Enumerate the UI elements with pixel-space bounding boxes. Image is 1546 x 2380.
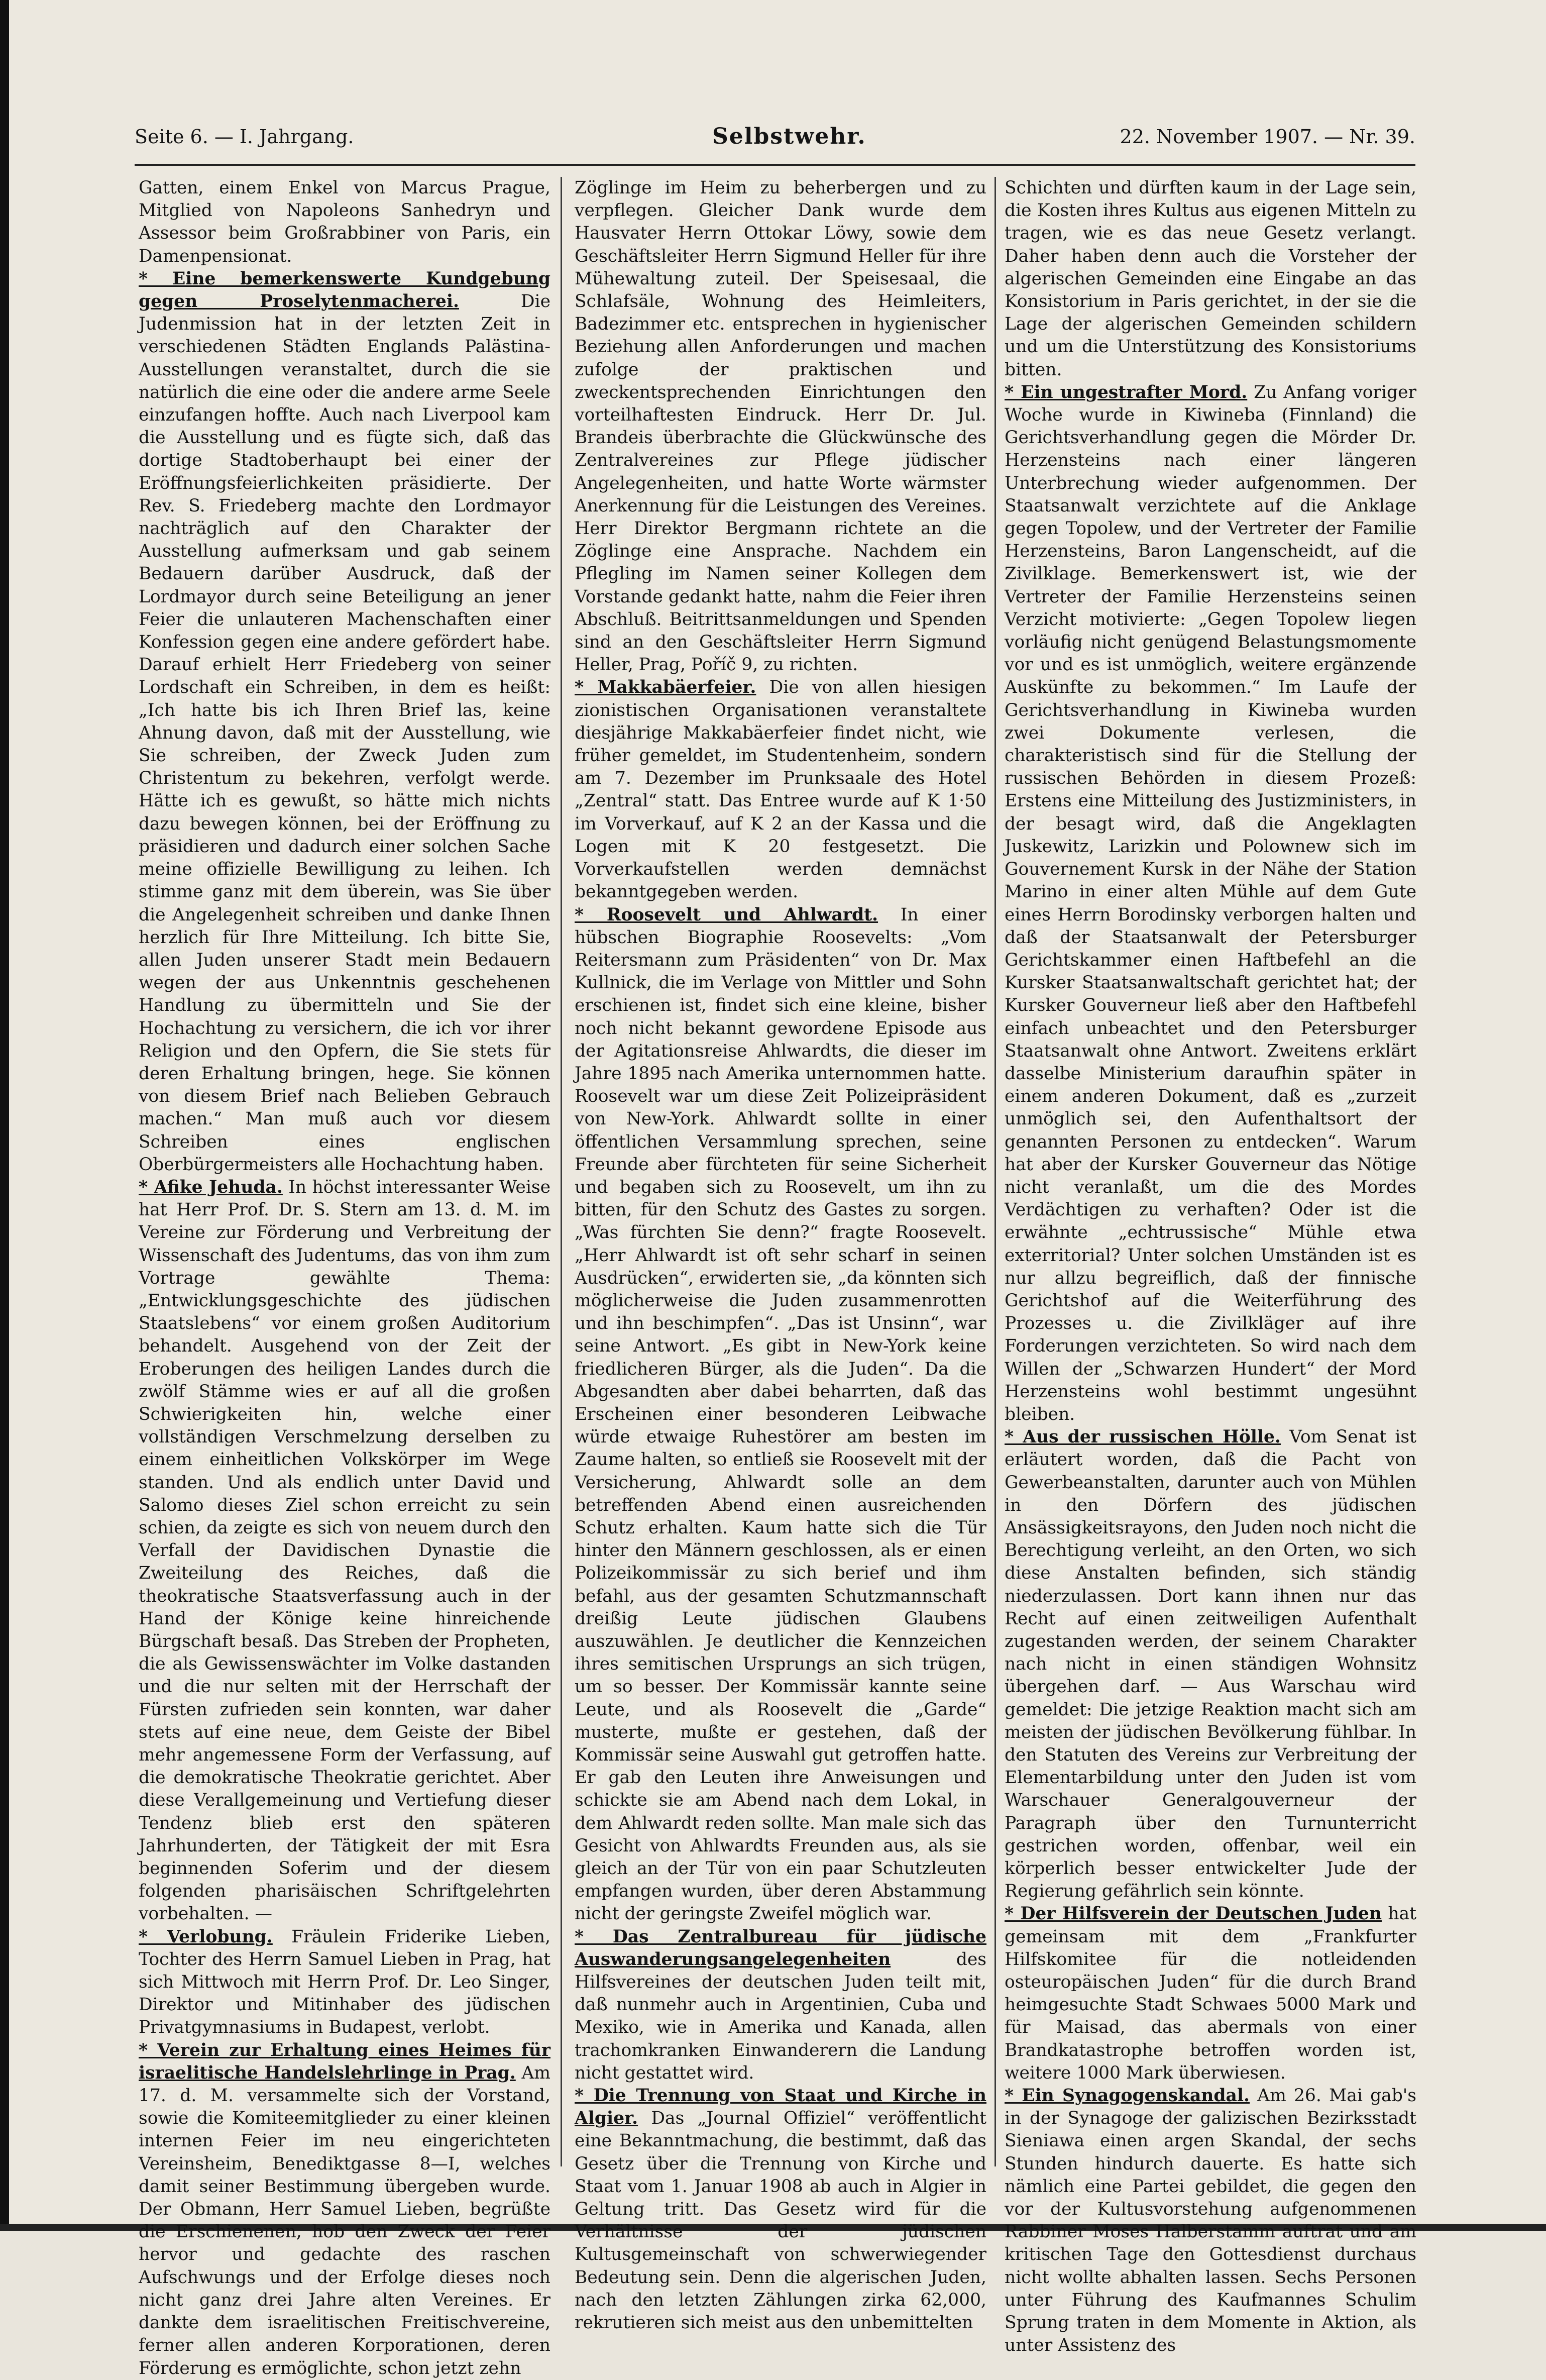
article-paragraph <box>1005 177 1416 381</box>
article-headline: * Ein ungestrafter Mord. <box>1005 382 1248 402</box>
header-page-number: Seite 6. — I. Jahrgang. <box>135 126 354 148</box>
header-date-issue: 22. November 1907. — Nr. 39. <box>1120 126 1415 148</box>
article-body-text: In einer hübschen Biographie Roosevelts: „Vom Reitersmann zum Präsidenten“ von Dr. Max Kullnick, die im Verlage von Mittler und Sohn erschienen ist, findet sich eine kleine, bisher noch nicht bekannt gewordene Episode aus der Agitationsreise Ahlwardts, die dieser im Jahre 1895 nach Amerika unternommen hatte. Roosevelt war um diese Zeit Polizeipräsident von New-York. Ahlwardt sollte in einer öffentlichen Versammlung sprechen, seine Freunde aber fürchteten für seine Sicherheit und begaben sich zu Roosevelt, um ihn zu bitten, für den Schutz des Gastes zu sorgen. „Was fürchten Sie denn?“ fragte Roosevelt. „Herr Ahlwardt ist oft sehr scharf in seinen Ausdrücken“, erwiderten sie, „da könnten sich möglicherweise die Juden zusammenrotten und ihn beschimpfen“. „Das ist Unsinn“, war seine Antwort. „Es gibt in New-York keine friedlicheren Bürger, als die Juden“. Da die Abgesandten aber dabei beharrten, daß das Erscheinen einer besonderen Leibwache würde etwaige Ruhestörer am besten im Zaume halten, so entließ sie Roosevelt mit der Versicherung, Ahlwardt solle an dem betreffenden Abend einen ausreichenden Schutz erhalten. Kaum hatte sich die Tür hinter den Männern geschlossen, als er einen Polizeikommissär zu sich berief und ihm befahl, aus der gesamten Schutzmannschaft dreißig Leute jüdischen Glaubens auszuwählen. Je deutlicher die Kennzeichen ihres semitischen Ursprungs an sich trügen, um so besser. Der Kommissär kannte seine Leute, und als Roosevelt die „Garde“ musterte, mußte er gestehen, daß der Kommissär seine Auswahl gut getroffen hatte. Er gab den Leuten ihre Anweisungen und schickte sie am Abend nach dem Lokal, in dem Ahlwardt reden sollte. Man male sich das Gesicht von Ahlwardts Freunden aus, als sie gleich an der Tür von ein paar Schutzleuten empfangen wurden, über deren Abstammung nicht der geringste Zweifel möglich war. <box>575 904 986 1924</box>
article-paragraph <box>575 177 986 676</box>
article-paragraph <box>1005 381 1416 1426</box>
header-masthead: Selbstwehr. <box>712 124 866 149</box>
article-paragraph <box>1005 1903 1416 2085</box>
article-paragraph <box>575 2085 986 2334</box>
article-body-text: Die Judenmission hat in der letzten Zeit in verschiedenen Städten Englands Palästina-Ausstellungen veranstaltet, durch die sie natürlich die eine oder die andere arme Seele einzufangen hoffte. Auch nach Liverpool kam die Ausstellung und es fügte sich, daß das dortige Stadtoberhaupt bei einer der Eröffnungsfeierlichkeiten präsidierte. Der Rev. S. Friedeberg machte den Lordmayor nachträglich auf den Charakter der Ausstellung aufmerksam und gab seinem Bedauern darüber Ausdruck, daß der Lordmayor durch seine Beteiligung an jener Feier die unlauteren Machenschaften einer Konfession gegen eine andere gefördert habe. Darauf erhielt Herr Friedeberg von seiner Lordschaft ein Schreiben, in dem es heißt: „Ich hatte bis ich Ihren Brief las, keine Ahnung davon, daß mit der Ausstellung, wie Sie schreiben, der Zweck Juden zum Christentum zu bekehren, verfolgt werde. Hätte ich es gewußt, so hätte mich nichts dazu bewegen können, bei der Eröffnung zu präsidieren und dadurch einer solchen Sache meine offizielle Bewilligung zu leihen. Ich stimme ganz mit dem überein, was Sie über die Angelegenheit schreiben und danke Ihnen herzlich für Ihre Mitteilung. Ich bitte Sie, allen Juden unserer Stadt mein Bedauern wegen der aus Unkenntnis geschehenen Handlung zu übermitteln und Sie der Hochachtung zu versichern, die ich vor ihrer Religion und den Opfern, die Sie stets für deren Erhaltung bringen, hege. Sie können von diesem Brief nach Belieben Gebrauch machen.“ Man muß auch vor diesem Schreiben eines englischen Oberbürgermeisters alle Hochachtung haben. <box>139 291 550 1175</box>
header-rule <box>135 164 1415 166</box>
article-body-text: Am 26. Mai gab's in der Synagoge der galizischen Bezirksstadt Sieniawa einen argen Skandal, der sechs Stunden hindurch dauerte. Es hatte sich nämlich eine Partei gebildet, die gegen den vor der Kultusvorstehung aufgenommenen Rabbiner Moses Halberstamm auftrat und am kritischen Tage den Gottesdienst durchaus nicht wollte abhalten lassen. Sechs Personen unter Führung des Kaufmannes Schulim Sprung traten in dem Momente in Aktion, als unter Assistenz des <box>1005 2086 1416 2356</box>
article-body-text: Das „Journal Offiziel“ veröffentlicht eine Bekanntmachung, die bestimmt, daß das Gesetz über die Trennung von Kirche und Staat vom 1. Januar 1908 ab auch in Algier in Geltung tritt. Das Gesetz wird für die Verhältnisse der jüdischen Kultusgemeinschaft von schwerwiegender Bedeutung sein. Denn die algerischen Juden, nach den letzten Zählungen zirka 62,000, rekrutieren sich meist aus den unbemittelten <box>575 2108 986 2333</box>
column-separator-1 <box>561 177 562 2166</box>
column-3 <box>1005 177 1416 2356</box>
article-paragraph <box>139 268 550 1176</box>
article-body-text: Schichten und dürften kaum in der Lage sein, die Kosten ihres Kultus aus eigenen Mitteln zu tragen, wie es das neue Gesetz verlangt. Daher haben denn auch die Vorsteher der algerischen Gemeinden eine Eingabe an das Konsistorium in Paris gerichtet, in der sie die Lage der algerischen Gemeinden schildern und um die Unterstützung des Konsistoriums bitten. <box>1005 178 1416 380</box>
article-headline: * Ein Synagogenskandal. <box>1005 2086 1250 2106</box>
article-body-text: Die von allen hiesigen zionistischen Organisationen veranstaltete diesjährige Makkabäerfeier findet nicht, wie früher gemeldet, im Studentenheim, sondern am 7. Dezember im Prunksaale des Hotel „Zentral“ statt. Das Entree wurde auf K 1·50 im Vorverkauf, auf K 2 an der Kassa und die Logen mit K 20 festgesetzt. Die Vorverkaufstellen werden demnächst bekanntgegeben werden. <box>575 677 986 902</box>
article-body-text: Vom Senat ist erläutert worden, daß die Pacht von Gewerbeanstalten, darunter auch von Mühlen in den Dörfern des jüdischen Ansässigkeitsrayons, den Juden noch nicht die Berechtigung verleiht, an den Orten, wo sich diese Anstalten befinden, sich ständig niederzulassen. Dort kann ihnen nur das Recht auf einen zeitweiligen Aufenthalt zugestanden werden, der seinem Charakter nach nicht in einen ständigen Wohnsitz übergehen darf. — Aus Warschau wird gemeldet: Die jetzige Reaktion macht sich am meisten der jüdischen Bevölkerung fühlbar. In den Statuten des Vereins zur Verbreitung der Elementarbildung unter den Juden ist vom Warschauer Generalgouverneur der Paragraph über den Turnunterricht gestrichen worden, offenbar, weil ein körperlich besser entwickelter Jude der Regierung gefährlich sein könnte. <box>1005 1427 1416 1902</box>
article-body-text: Zöglinge im Heim zu beherbergen und zu verpflegen. Gleicher Dank wurde dem Hausvater Herrn Ottokar Löwy, sowie dem Geschäftsleiter Herrn Sigmund Heller für ihre Mühewaltung zuteil. Der Speisesaal, die Schlafsäle, Wohnung des Heimleiters, Badezimmer etc. entsprechen in hygienischer Beziehung allen Anforderungen und machen zufolge der praktischen und zweckentsprechenden Einrichtungen den vorteilhaftesten Eindruck. Herr Dr. Jul. Brandeis überbrachte die Glückwünsche des Zentralvereines zur Pflege jüdischer Angelegenheiten, und hatte Worte wärmster Anerkennung für die Leistungen des Vereines. Herr Direktor Bergmann richtete an die Zöglinge eine Ansprache. Nachdem ein Pflegling im Namen seiner Kollegen dem Vorstande gedankt hatte, nahm die Feier ihren Abschluß. Beitrittsanmeldungen und Spenden sind an den Geschäftsleiter Herrn Sigmund Heller, Prag, Poříč 9, zu richten. <box>575 178 986 675</box>
article-paragraph <box>575 1926 986 2085</box>
column-2 <box>575 177 986 2333</box>
article-paragraph <box>139 1176 550 1926</box>
article-body-text: Zu Anfang voriger Woche wurde in Kiwineba (Finnland) die Gerichtsverhandlung gegen die Mörder Dr. Herzensteins nach einer längeren Unterbrechung wieder aufgenommen. Der Staatsanwalt verzichtete auf die Anklage gegen Topolew, und der Vertreter der Familie Herzensteins, Baron Langenscheidt, auf die Zivilklage. Bemerkenswert ist, wie der Vertreter der Familie Herzensteins seinen Verzicht motivierte: „Gegen Topolew liegen vorläufig nicht genügend Belastungsmomente vor und es ist unmöglich, weitere ergänzende Auskünfte zu bekommen.“ Im Laufe der Gerichtsverhandlung in Kiwineba wurden zwei Dokumente verlesen, die charakteristisch sind für die Stellung der russischen Behörden in diesem Prozeß: Erstens eine Mitteilung des Justizministers, in der besagt wird, daß die Angeklagten Juskewitz, Larizkin und Polownew sich im Gouvernement Kursk in der Nähe der Station Marino in einer alten Mühle auf dem Gute eines Herrn Borodinsky verborgen halten und daß der Staatsanwalt der Petersburger Gerichtskammer einen Haftbefehl an die Kursker Staatsanwaltschaft gerichtet hat; der Kursker Gouverneur ließ aber den Haftbefehl einfach unbeachtet und den Petersburger Staatsanwalt ohne Antwort. Zweitens erklärt dasselbe Ministerium daraufhin später in einem anderen Dokument, daß es „zurzeit unmöglich sei, den Aufenthaltsort der genannten Personen zu entdecken“. Warum hat aber der Kursker Gouverneur das Nötige nicht veranlaßt, um die des Mordes Verdächtigen zu verhaften? Oder ist die erwähnte „echtrussische“ Mühle etwa exterritorial? Unter solchen Umständen ist es nur allzu begreiflich, daß der finnische Gerichtshof auf die Weiterführung des Prozesses u. die Zivilkläger auf ihre Forderungen verzichteten. So wird nach dem Willen der „Schwarzen Hundert“ der Mord Herzensteins wohl bestimmt ungesühnt bleiben. <box>1005 382 1416 1424</box>
article-headline: * Eine bemerkenswerte Kundgebung gegen Proselytenmacherei. <box>139 268 550 312</box>
article-paragraph <box>1005 2085 1416 2357</box>
article-headline: * Die Trennung von Staat und Kirche in Algier. <box>575 2086 986 2129</box>
article-headline: * Verein zur Erhaltung eines Heimes für israelitische Handelslehrlinge in Prag. <box>139 2040 550 2083</box>
article-paragraph <box>1005 1426 1416 1903</box>
article-paragraph <box>575 904 986 1926</box>
article-headline: * Verlobung. <box>139 1926 273 1947</box>
column-separator-2 <box>995 177 996 2166</box>
article-paragraph <box>139 177 550 268</box>
article-paragraph <box>139 2039 550 2380</box>
article-headline: * Der Hilfsverein der Deutschen Juden <box>1005 1904 1382 1924</box>
article-paragraph <box>575 676 986 903</box>
article-headline: * Das Zentralbureau für jüdische Auswanderungsangelegenheiten <box>575 1926 986 1970</box>
article-body-text: des Hilfsvereines der deutschen Juden teilt mit, daß nunmehr auch in Argentinien, Cuba und Mexiko, wie in Amerika und Kanada, allen trachomkranken Einwanderern die Landung nicht gestattet wird. <box>575 1949 986 2083</box>
page-header <box>135 121 1415 153</box>
article-body-text: hat gemeinsam mit dem „Frankfurter Hilfskomitee für die notleidenden osteuropäischen Juden“ für die durch Brand heimgesuchte Stadt Schwaes 5000 Mark und für Maisad, das abermals von einer Brandkatastrophe betroffen worden ist, weitere 1000 Mark überwiesen. <box>1005 1904 1416 2083</box>
article-headline: * Makkabäerfeier. <box>575 677 756 698</box>
article-headline: * Roosevelt und Ahlwardt. <box>575 904 878 925</box>
scan-edge-left <box>0 0 9 2231</box>
article-body-text: In höchst interessanter Weise hat Herr Prof. Dr. S. Stern am 13. d. M. im Vereine zur Förderung und Verbreitung der Wissenschaft des Judentums, das von ihm zum Vortrage gewählte Thema: „Entwicklungsgeschichte des jüdischen Staatslebens“ vor einem großen Auditorium behandelt. Ausgehend von der Zeit der Eroberungen des heiligen Landes durch die zwölf Stämme wies er auf all die großen Schwierigkeiten hin, welche einer vollständigen Verschmelzung derselben zu einem einheitlichen Volkskörper im Wege standen. Und als endlich unter David und Salomo dieses Ziel schon erreicht zu sein schien, da zeigte es sich von neuem durch den Verfall der Davidischen Dynastie die Zweiteilung des Reiches, daß die theokratische Staatsverfassung auch in der Hand der Könige keine hinreichende Bürgschaft besaß. Das Streben der Propheten, die als Gewissenswächter im Volke dastanden und die nur selten mit der Herrschaft der Fürsten zufrieden sein konnten, war daher stets auf eine neue, dem Geiste der Bibel mehr angemessene Form der Verfassung, auf die demokratische Theokratie gerichtet. Aber diese Verallgemeinung und Vertiefung dieser Tendenz blieb erst den späteren Jahrhunderten, der Tätigkeit der mit Esra beginnenden Soferim und der diesem folgenden pharisäischen Schriftgelehrten vorbehalten. — <box>139 1177 551 1924</box>
column-1 <box>139 177 551 2378</box>
article-body-text: Gatten, einem Enkel von Marcus Prague, Mitglied von Napoleons Sanhedryn und Assessor beim Großrabbiner von Paris, ein Damenpensionat. <box>139 178 550 266</box>
article-body-text: Fräulein Friderike Lieben, Tochter des Herrn Samuel Lieben in Prag, hat sich Mittwoch mit Herrn Prof. Dr. Leo Singer, Direktor und Mitinhaber des jüdischen Privatgymnasiums in Budapest, verlobt. <box>139 1926 551 2038</box>
article-body-text: Am 17. d. M. versammelte sich der Vorstand, sowie die Komiteemitglieder zu einer kleinen internen Feier im neu eingerichteten Vereinsheim, Benediktgasse 8—I, welches damit seiner Bestimmung übergeben wurde. Der Obmann, Herr Samuel Lieben, begrüßte die Erschienenen, hob den Zweck der Feier hervor und gedachte des raschen Aufschwungs und der Erfolge dieses noch nicht ganz drei Jahre alten Vereines. Er dankte dem israelitischen Freitischvereine, ferner allen anderen Korporationen, deren Förderung es ermöglichte, schon jetzt zehn <box>139 2062 550 2378</box>
article-paragraph <box>139 1926 550 2039</box>
article-headline: * Aus der russischen Hölle. <box>1005 1427 1281 1447</box>
article-headline: * Afike Jehuda. <box>139 1177 283 1197</box>
